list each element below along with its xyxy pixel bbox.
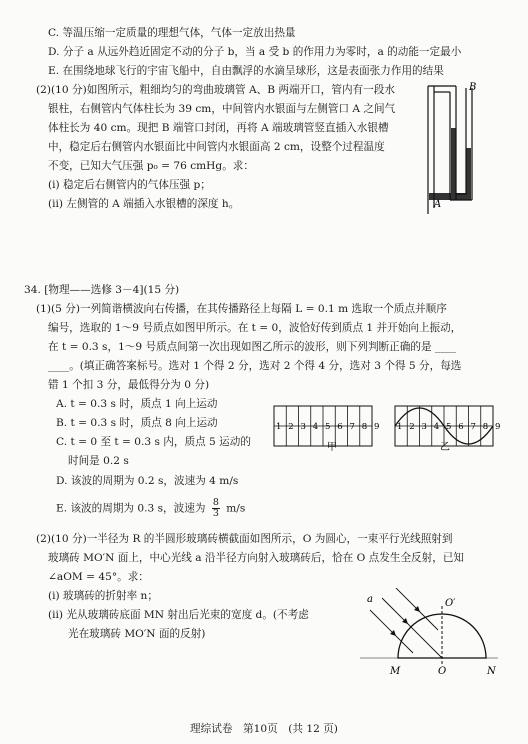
q34-part1-line2: 编号，选取的 1～9 号质点如图甲所示。在 t = 0，波恰好传到质点 1 并开始向上振动， (48, 322, 462, 334)
wave-jia-point-number: 4 (312, 422, 319, 432)
wave-grid-yi (395, 406, 500, 446)
point-label-m: M (390, 666, 401, 677)
wave-jia-point-number: 6 (337, 422, 343, 432)
ray-label-a: a (367, 594, 373, 605)
wave-label-yi: 乙 (440, 442, 450, 453)
wave-figure (270, 396, 510, 456)
wave-label-jia: 甲 (327, 442, 337, 453)
wave-jia-point-number: 2 (288, 422, 294, 432)
q33-part2-line3: 体柱长为 40 cm。现把 B 端管口封闭，再将 A 端玻璃管竖直插入水银槽 (48, 122, 389, 134)
q33-option-e: E. 在围绕地球飞行的宇宙飞船中，自由飘浮的水滴呈球形，这是表面张力作用的结果 (48, 65, 444, 77)
wave-jia-point-number: 1 (276, 422, 282, 432)
wave-yi-point-number: 4 (433, 422, 440, 432)
wave-yi-point-number: 5 (446, 422, 452, 432)
q34-part1-line5: 错 1 个扣 3 分，最低得分为 0 分) (48, 379, 210, 391)
wave-yi-point-number: 7 (470, 422, 476, 432)
q34-option-b: B. t = 0.3 s 时，质点 8 向上运动 (56, 417, 218, 429)
q34-part2-sub1: (ⅰ) 玻璃砖的折射率 n； (48, 590, 158, 602)
q34-option-e-fraction (212, 498, 220, 519)
q34-header: 34. [物理——选修 3－4](15 分) (24, 284, 180, 296)
q34-part2-sub2-cont: 光在玻璃砖 MO′N 面的反射) (68, 628, 206, 640)
wave-yi-point-number: 3 (421, 422, 427, 432)
q34-part1-line3: 在 t = 0.3 s，1～9 号质点间第一次出现如图乙所示的波形，则下列判断正确的是 ____ (48, 341, 457, 353)
wave-yi-point-number: 1 (397, 422, 403, 432)
q34-option-d: D. 该波的周期为 0.2 s，波速为 4 m/s (56, 475, 239, 487)
wave-jia-point-number: 7 (349, 422, 355, 432)
wave-yi-point-number: 6 (458, 422, 464, 432)
u-tube-figure (424, 80, 484, 220)
wave-yi-point-number: 9 (495, 422, 501, 432)
q34-option-c: C. t = 0 至 t = 0.3 s 内，质点 5 运动的 (56, 436, 251, 448)
point-label-o: O (438, 666, 447, 677)
wave-grid-jia (274, 406, 379, 446)
q34-option-e-numerator: 8 (212, 497, 219, 508)
q33-part2-sub2: (ⅱ) 左侧管的 A 端插入水银槽的深度 h。 (48, 198, 240, 210)
q34-part2-line2: 玻璃砖 MO′N 面上，中心光线 a 沿半径方向射入玻璃砖后，恰在 O 点发生全反射，已知 (48, 552, 465, 564)
q34-option-e-denominator: 3 (212, 508, 219, 519)
wave-jia-point-number: 5 (325, 422, 331, 432)
q34-part2-line3: ∠aOM = 45°。求： (48, 571, 149, 583)
q33-part2-sub1: (ⅰ) 稳定后右侧管内的气体压强 p； (48, 179, 211, 191)
q34-option-e-text: E. 该波的周期为 0.3 s，波速为 (56, 502, 206, 515)
q34-option-c-cont: 时间是 0.2 s (68, 455, 129, 467)
q33-part2-line5: 不变，已知大气压强 p₀ = 76 cmHg。求： (48, 160, 254, 172)
wave-yi-point-number: 8 (482, 422, 489, 432)
wave-jia-point-number: 8 (361, 422, 368, 432)
q34-option-e-unit: m/s (226, 502, 246, 515)
q33-option-d: D. 分子 a 从远外趋近固定不动的分子 b，当 a 受 b 的作用力为零时，a 的动能一定最小 (48, 46, 462, 58)
wave-jia-point-number: 3 (300, 422, 306, 432)
q34-part1-line4: ____。(填正确答案标号。选对 1 个得 2 分，选对 2 个得 4 分，选对 3 个得 5 分，每选 (48, 360, 462, 372)
q33-part2-line2: 银柱，右侧管内气体柱长为 39 cm，中间管内水银面与左侧管口 A 之间气 (48, 103, 396, 115)
q34-option-a: A. t = 0.3 s 时，质点 1 向上运动 (56, 398, 218, 410)
u-tube-label-b: B (469, 82, 477, 93)
q34-part1-line1: (1)(5 分)一列简谐横波向右传播，在其传播路径上每隔 L = 0.1 m 选取一个质点并顺序 (36, 303, 447, 315)
wave-jia-point-number: 9 (374, 422, 380, 432)
q34-part2-line1: (2)(10 分)一半径为 R 的半圆形玻璃砖横截面如图所示，O 为圆心，一束平行光线照射到 (36, 533, 453, 545)
u-tube-label-a: A (434, 199, 442, 210)
q33-part2-line1: (2)(10 分)如图所示，粗细均匀的弯曲玻璃管 A、B 两端开口，管内有一段水 (36, 84, 395, 96)
q33-part2-line4: 中，稳定后右侧管内水银面比中间管内水银面高 2 cm，设整个过程温度 (48, 141, 385, 153)
q33-option-c: C. 等温压缩一定质量的理想气体，气体一定放出热量 (48, 27, 296, 39)
point-label-o-prime: O′ (445, 598, 456, 609)
page-footer: 理综试卷 第10页 (共 12 页) (190, 723, 338, 735)
q34-part2-sub2: (ⅱ) 光从玻璃砖底面 MN 射出后光束的宽度 d。(不考虑 (48, 609, 309, 621)
wave-yi-point-number: 2 (409, 422, 415, 432)
q34-option-e (56, 498, 245, 519)
point-label-n: N (487, 666, 496, 677)
semicircle-figure (330, 588, 502, 698)
